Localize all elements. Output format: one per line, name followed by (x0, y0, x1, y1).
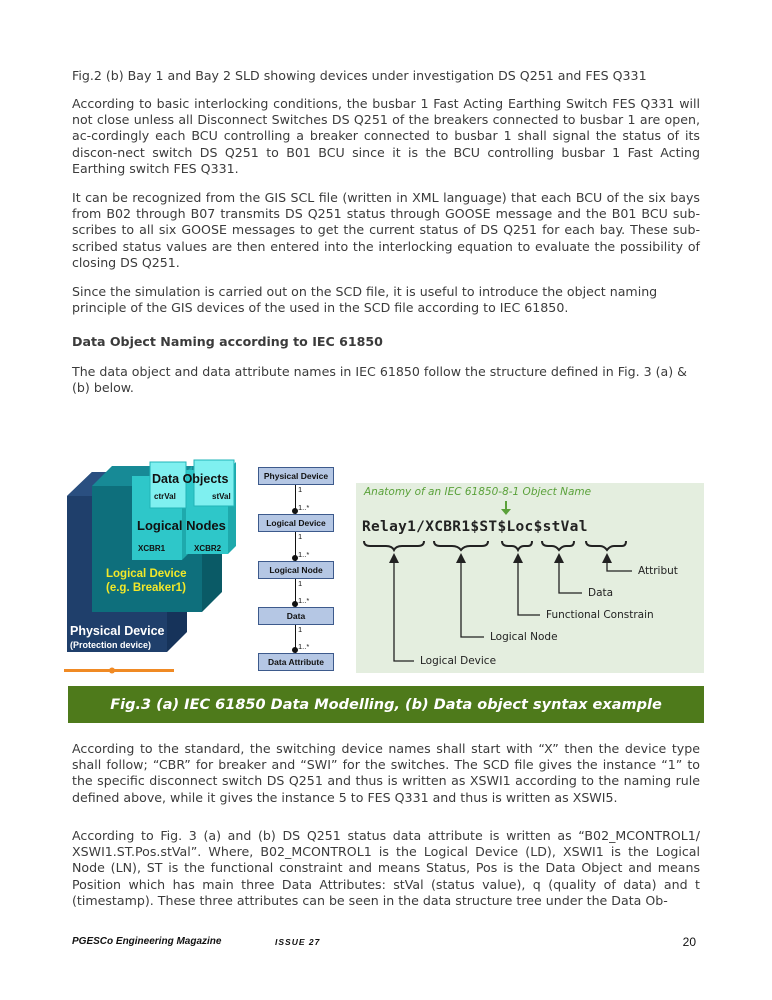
hierarchy-data: Data (258, 607, 334, 625)
multiplicity-one: 1 (298, 579, 303, 588)
physical-device-example-label: (Protection device) (70, 640, 152, 650)
figure-3b-object-name (356, 483, 704, 673)
figure-2b-caption: Fig.2 (b) Bay 1 and Bay 2 SLD showing devices under investigation DS Q251 and FES Q331 (72, 68, 647, 83)
paragraph-simulation: Since the simulation is carried out on the SCD file, it is useful to introduce the object naming principle of the GIS devices of the used in the SCD file according to IEC 61850. (72, 284, 658, 316)
multiplicity-many: 1..* (298, 550, 310, 559)
multiplicity-many: 1..* (298, 596, 310, 605)
object-name-example: Relay1/XCBR1$ST$Loc$stVal (362, 519, 588, 535)
hierarchy-logical-node: Logical Node (258, 561, 334, 579)
multiplicity-one: 1 (298, 625, 303, 634)
multiplicity-many: 1..* (298, 503, 310, 512)
label-attribut: Attribut (638, 565, 678, 577)
label-logical-node: Logical Node (490, 631, 558, 643)
figure-3a-hierarchy (256, 463, 336, 675)
hierarchy-physical-device: Physical Device (258, 467, 334, 485)
paragraph-status-attribute: According to Fig. 3 (a) and (b) DS Q251 status data attribute is written as “B02_MCONTROL1/ XSWI1.ST.Pos.stVal”. Where, B02_MCONTROL1 is the Logical Device (LD), XSWI1 is the Logical Node (LN), ST is the functional constraint and means Status, Pos is the Data Object and means Position which has main three Data Attributes: stVal (status value), q (quality of data) and t (timestamp). These three attributes can be seen in the data structure tree under the Data Ob- (72, 828, 700, 908)
logical-device-example-label: (e.g. Breaker1) (106, 582, 186, 594)
label-logical-device: Logical Device (420, 655, 497, 667)
hierarchy-logical-device: Logical Device (258, 514, 334, 532)
label-data: Data (588, 587, 614, 599)
anatomy-arrows (356, 483, 704, 673)
logical-nodes-label: Logical Nodes (137, 518, 226, 533)
figure-3a-data-model (62, 456, 248, 676)
data-objects-label: Data Objects (152, 472, 229, 486)
multiplicity-one: 1 (298, 532, 303, 541)
footer-magazine-name: PGESCo Engineering Magazine (72, 936, 222, 947)
page-number: 20 (682, 935, 696, 949)
paragraph-naming-rule: According to the standard, the switching device names shall start with “X” then the device type shall follow; “CBR” for breaker and “SWI” for the switches. The SCD file gives the instance “1” to the specific disconnect switch DS Q251 and thus is written as XSWI1 according to the naming rule defined above, while it gives the instance 5 to FES Q331 and thus is written as XSWI5. (72, 741, 700, 805)
hierarchy-data-attribute: Data Attribute (258, 653, 334, 671)
ctrval-label: ctrVal (154, 492, 176, 501)
section-heading: Data Object Naming according to IEC 61850 (72, 334, 383, 349)
paragraph-structure: The data object and data attribute names in IEC 61850 follow the structure defined in Fig. 3 (a) & (b) below. (72, 364, 687, 396)
anatomy-title: Anatomy of an IEC 61850-8-1 Object Name (364, 486, 592, 498)
paragraph-interlocking: According to basic interlocking conditions, the busbar 1 Fast Acting Earthing Switch FES Q331 will not close unless all Disconnect Switches DS Q251 of the breakers connected to busbar 1 are open, ac-cordingly each BCU controlling a breaker connected to busbar 1 shall signal the status of its discon-nect switch DS Q251 to B01 BCU since it is the BCU controlling busbar 1 Fast Acting Earthing switch FES Q331. (72, 96, 700, 176)
multiplicity-one: 1 (298, 485, 303, 494)
xcbr2-label: XCBR2 (194, 544, 222, 553)
physical-device-label: Physical Device (70, 624, 165, 638)
label-functional-constrain: Functional Constrain (546, 609, 654, 621)
figure-3-caption: Fig.3 (a) IEC 61850 Data Modelling, (b) Data object syntax example (68, 686, 704, 723)
xcbr1-label: XCBR1 (138, 544, 166, 553)
stval-label: stVal (212, 492, 231, 501)
logical-device-label: Logical Device (106, 568, 187, 580)
paragraph-goose: It can be recognized from the GIS SCL file (written in XML language) that each BCU of the six bays from B02 through B07 transmits DS Q251 status through GOOSE message and the B01 BCU sub-scribes to all six GOOSE messages to get the current status of DS Q251 for each bay. These sub-scribed status values are then entered into the interlocking equation to evaluate the possibility of closing DS Q251. (72, 190, 700, 270)
multiplicity-many: 1..* (298, 642, 310, 651)
footer-issue: ISSUE 27 (275, 937, 321, 947)
